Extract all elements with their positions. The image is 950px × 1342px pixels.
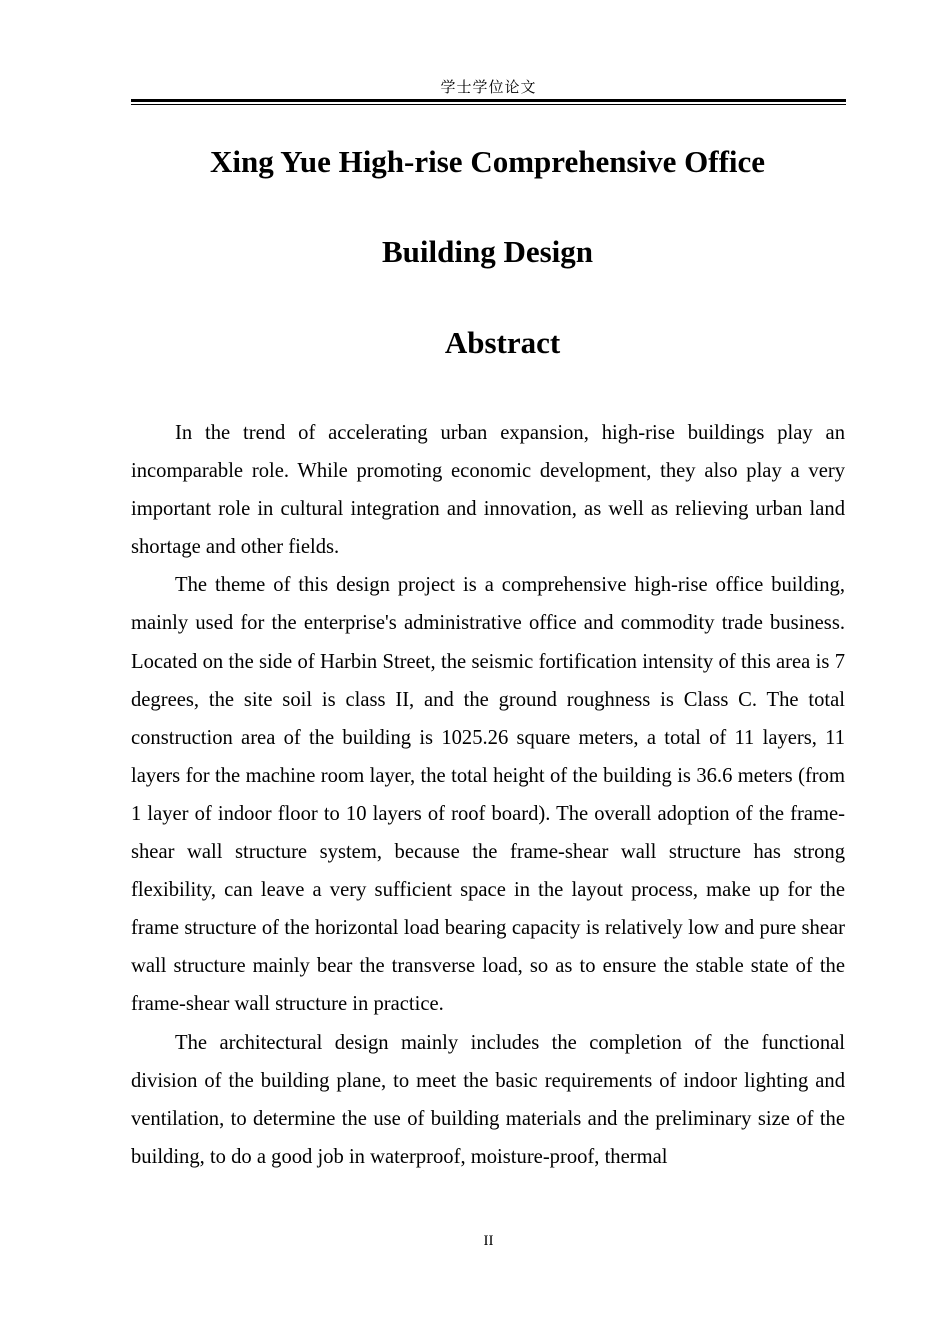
abstract-heading: Abstract	[444, 325, 561, 360]
abstract-paragraph-2: The theme of this design project is a comprehensive high-rise office building, mainly used for the enterprise's administrative office and commodity trade business. Located on the side of Harbin Street, the seismic fortification intensity of this area is 7 degrees, the site soil is class II, and the ground roughness is Class C. The total construction area of the building is 1025.26 square meters, a total of 11 layers, 11 layers for the machine room layer, the total height of the building is 36.6 meters (from 1 layer of indoor floor to 10 layers of roof board). The overall adoption of the frame-shear wall structure system, because the frame-shear wall structure has strong flexibility, can leave a very sufficient space in the layout process, make up for the frame structure of the horizontal load bearing capacity is relatively low and pure shear wall structure mainly bear the transverse load, so as to ensure the stable state of the frame-shear wall structure in practice.	[131, 574, 845, 1016]
abstract-paragraph-1: In the trend of accelerating urban expansion, high-rise buildings play an incomparable role. While promoting economic development, they also play a very important role in cultural integration and innovation, as well as relieving urban land shortage and other fields.	[131, 422, 845, 559]
running-header: 学士学位论文	[440, 80, 537, 96]
abstract-body	[131, 414, 845, 1176]
abstract-paragraph-3: The architectural design mainly includes the completion of the functional division of the building plane, to meet the basic requirements of indoor lighting and ventilation, to determine the use of building materials and the preliminary size of the building, to do a good job in waterproof, moisture-proof, thermal	[131, 1031, 845, 1168]
thesis-title-line-2: Building Design	[381, 234, 594, 269]
page-number: II	[483, 1233, 494, 1249]
header-rule-thick	[131, 99, 846, 102]
header-rule-thin	[131, 104, 846, 105]
thesis-title-line-1: Xing Yue High-rise Comprehensive Office	[209, 144, 766, 179]
